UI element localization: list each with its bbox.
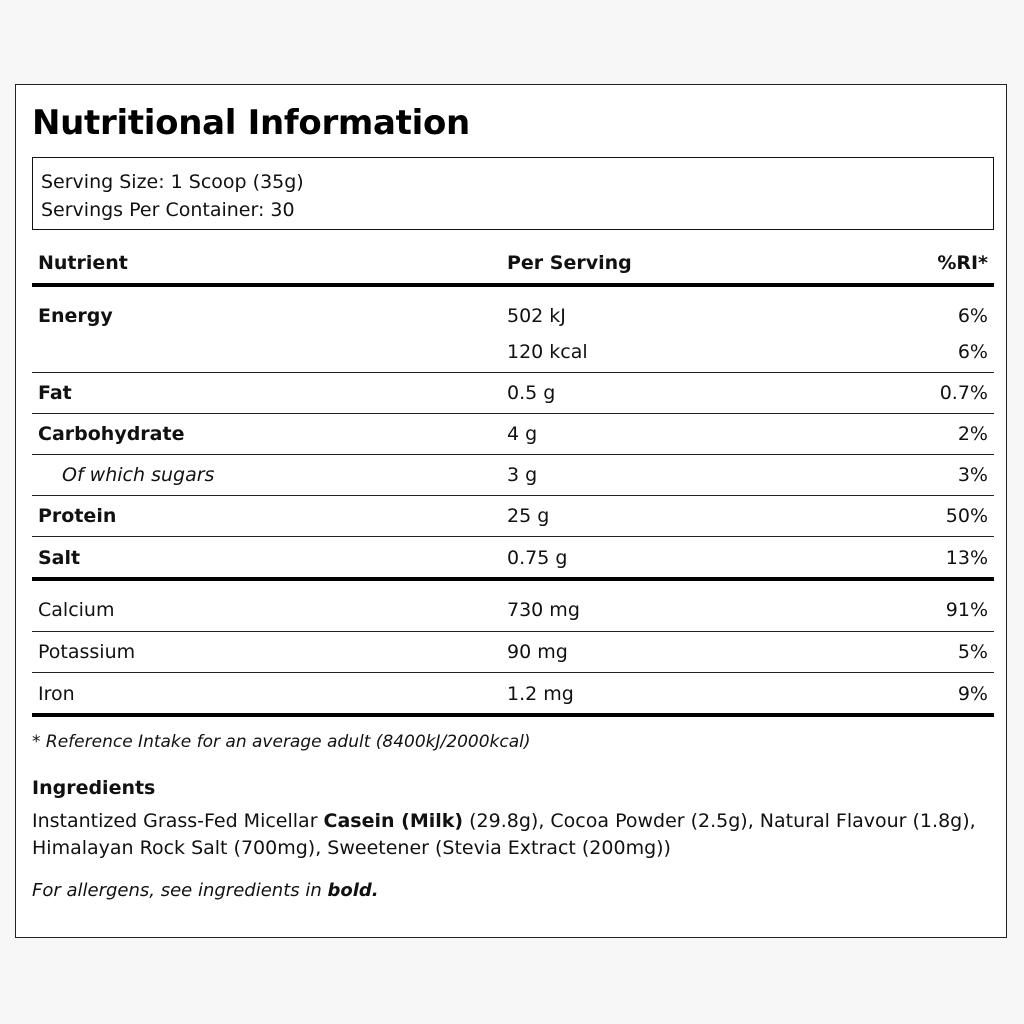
nutrient-name: Iron bbox=[38, 683, 75, 705]
nutrient-name: Protein bbox=[38, 505, 117, 527]
ingredients-heading: Ingredients bbox=[32, 777, 156, 799]
per-serving-value: 25 g bbox=[507, 505, 550, 527]
page-title: Nutritional Information bbox=[32, 103, 470, 143]
ri-value: 6% bbox=[957, 305, 988, 327]
per-serving-value: 3 g bbox=[507, 464, 538, 486]
per-serving-value: 1.2 mg bbox=[507, 683, 574, 705]
header-per-serving: Per Serving bbox=[507, 252, 632, 274]
nutrient-name: Calcium bbox=[38, 599, 115, 621]
table-row bbox=[32, 287, 994, 333]
table-row bbox=[32, 496, 994, 537]
nutrient-name: Fat bbox=[38, 382, 72, 404]
ri-value: 2% bbox=[957, 423, 988, 445]
reference-intake-footnote: * Reference Intake for an average adult (8400kJ/2000kcal) bbox=[32, 732, 531, 752]
per-serving-value: 90 mg bbox=[507, 641, 568, 663]
per-serving-value: 502 kJ bbox=[507, 305, 566, 327]
allergen-note-text: For allergens, see ingredients in bbox=[32, 880, 328, 901]
ingredients-text-after: (29.8g), Cocoa Powder (2.5g), Natural Flavour (1.8g), Himalayan Rock Salt (700mg), Sweetener (Stevia Extract (200mg)) bbox=[32, 810, 976, 859]
per-serving-value: 0.5 g bbox=[507, 382, 556, 404]
nutrient-name: Of which sugars bbox=[62, 464, 215, 486]
nutrient-name: Carbohydrate bbox=[38, 423, 185, 445]
ri-value: 3% bbox=[957, 464, 988, 486]
nutrient-name: Salt bbox=[38, 547, 81, 569]
nutrition-table bbox=[32, 239, 994, 717]
table-header bbox=[32, 239, 994, 287]
ri-value: 9% bbox=[957, 683, 988, 705]
allergen-note bbox=[32, 880, 379, 901]
table-row bbox=[32, 333, 994, 373]
header-nutrient: Nutrient bbox=[38, 252, 128, 274]
per-serving-value: 4 g bbox=[507, 423, 538, 445]
servings-per-container: Servings Per Container: 30 bbox=[41, 199, 295, 221]
per-serving-value: 730 mg bbox=[507, 599, 580, 621]
ingredients-text bbox=[32, 808, 997, 862]
table-row bbox=[32, 581, 994, 632]
table-row bbox=[32, 673, 994, 717]
ri-value: 13% bbox=[945, 547, 988, 569]
per-serving-value: 120 kcal bbox=[507, 341, 588, 363]
ri-value: 50% bbox=[945, 505, 988, 527]
allergen-ingredient: Casein (Milk) bbox=[323, 810, 464, 832]
table-row bbox=[32, 537, 994, 581]
header-ri: %RI* bbox=[937, 252, 988, 274]
allergen-note-bold: bold. bbox=[327, 880, 379, 901]
ri-value: 0.7% bbox=[939, 382, 988, 404]
ingredients-text-before: Instantized Grass-Fed Micellar bbox=[32, 810, 324, 832]
serving-info-box bbox=[32, 157, 994, 230]
nutrition-panel bbox=[15, 84, 1007, 938]
ri-value: 5% bbox=[957, 641, 988, 663]
serving-size: Serving Size: 1 Scoop (35g) bbox=[41, 171, 304, 193]
nutrient-name: Potassium bbox=[38, 641, 136, 663]
table-row bbox=[32, 414, 994, 455]
table-row bbox=[32, 373, 994, 414]
ri-value: 6% bbox=[957, 341, 988, 363]
per-serving-value: 0.75 g bbox=[507, 547, 568, 569]
ri-value: 91% bbox=[945, 599, 988, 621]
table-row bbox=[32, 455, 994, 496]
table-row bbox=[32, 632, 994, 673]
nutrient-name: Energy bbox=[38, 305, 113, 327]
